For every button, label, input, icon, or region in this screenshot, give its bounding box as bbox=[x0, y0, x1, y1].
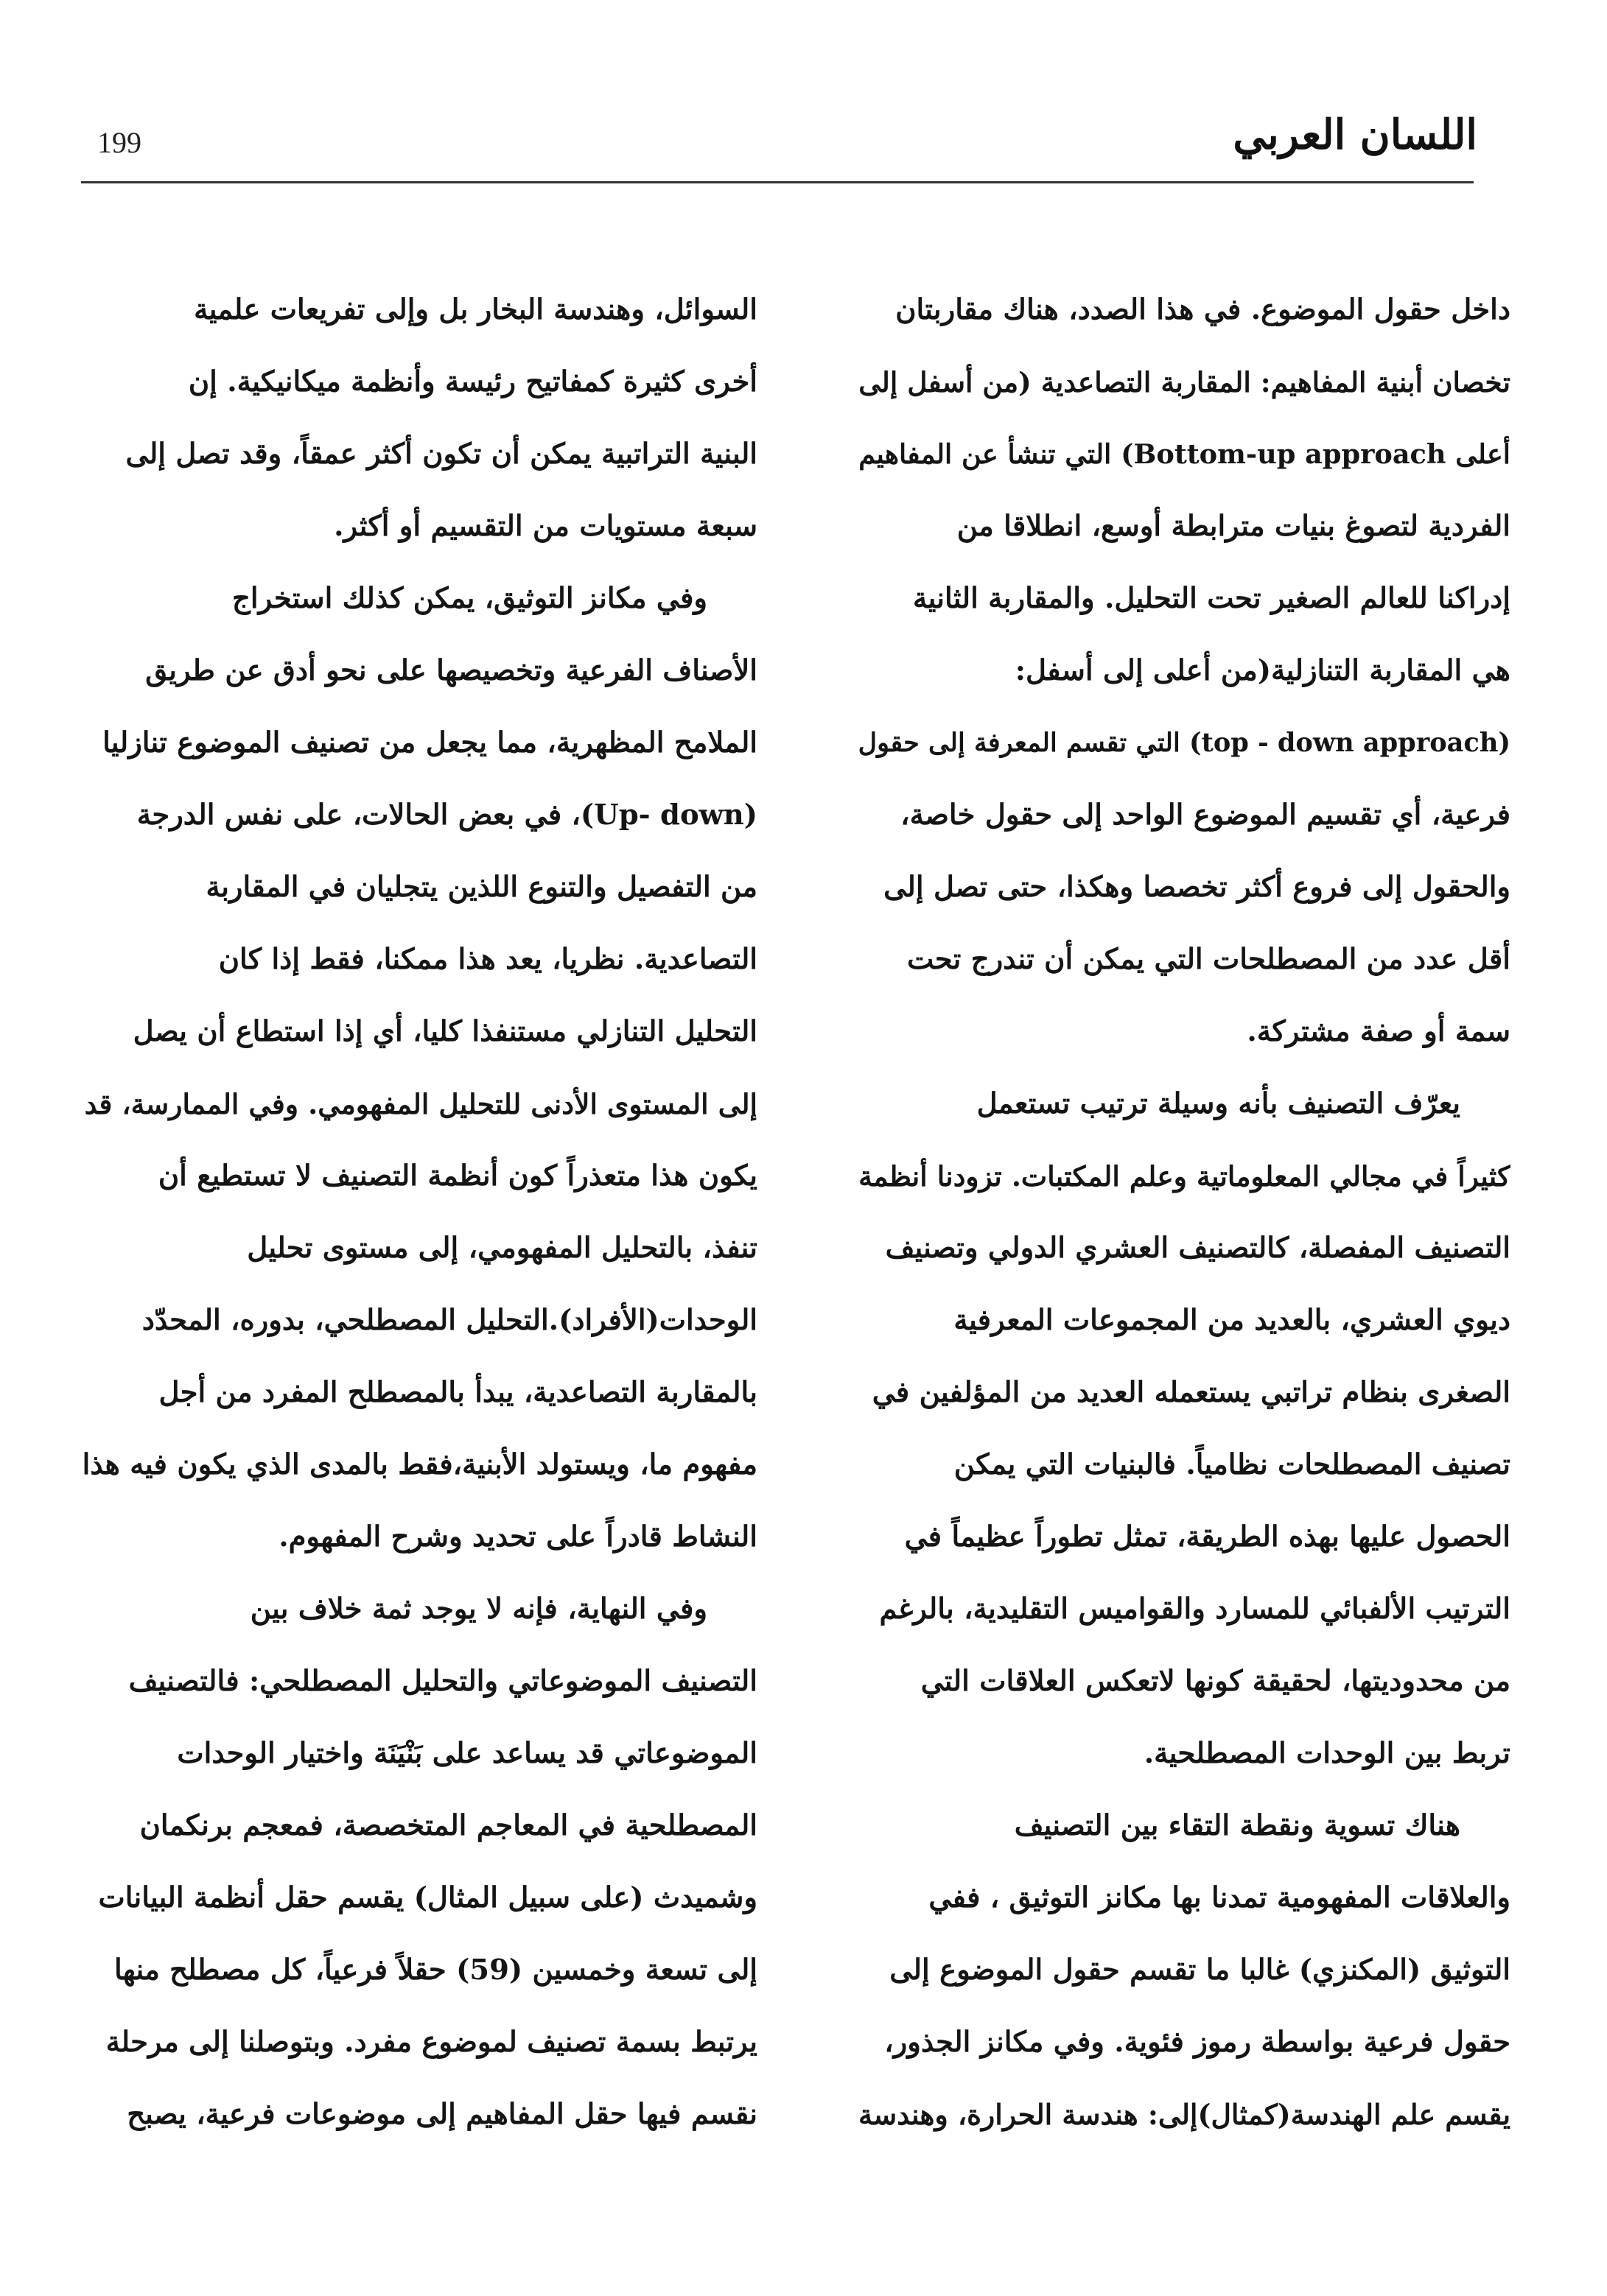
text-line-content: يكون هذا متعذراً كون أنظمة التصنيف لا تستطيع أن bbox=[158, 1159, 757, 1193]
text-line bbox=[81, 1646, 757, 1718]
text-line-content: السوائل، وهندسة البخار بل وإلى تفريعات علمية bbox=[194, 293, 757, 326]
text-line bbox=[855, 1790, 1510, 1862]
text-line-content: مفهوم ما، ويستولد الأبنية،فقط بالمدى الذي يكون فيه هذا bbox=[82, 1448, 757, 1481]
text-line-content: يعرّف التصنيف بأنه وسيلة ترتيب تستعمل bbox=[976, 1087, 1460, 1120]
text-line bbox=[81, 1212, 757, 1285]
text-line-content: الوحدات(الأفراد).التحليل المصطلحي، بدوره، المحدّد bbox=[141, 1304, 757, 1337]
text-line-content: سمة أو صفة مشتركة. bbox=[1247, 1015, 1510, 1048]
text-line bbox=[855, 852, 1510, 924]
text-line bbox=[855, 1285, 1510, 1357]
text-column-right bbox=[855, 274, 1510, 2151]
text-line bbox=[81, 418, 757, 491]
text-line-content: التصاعدية. نظريا، يعد هذا ممكنا، فقط إذا كان bbox=[218, 943, 757, 976]
text-line-content: داخل حقول الموضوع. في هذا الصدد، هناك مقاربتان bbox=[895, 293, 1510, 326]
text-line-content: (top - down approach) التي تقسم المعرفة إلى حقول bbox=[858, 728, 1510, 758]
text-line-content: يقسم علم الهندسة(كمثال)إلى: هندسة الحرارة، وهندسة bbox=[858, 2098, 1510, 2131]
text-line-content: تخصان أبنية المفاهيم: المقاربة التصاعدية (من أسفل إلى bbox=[858, 366, 1510, 399]
text-line-content: تربط بين الوحدات المصطلحية. bbox=[1144, 1737, 1510, 1770]
text-line-content: التوثيق (المكنزي) غالبا ما تقسم حقول الموضوع إلى bbox=[889, 1953, 1510, 1987]
text-line-content: أعلى Bottom-up approach) التي تنشأ عن المفاهيم bbox=[858, 438, 1510, 470]
text-line bbox=[855, 491, 1510, 563]
text-line bbox=[855, 418, 1510, 491]
text-line bbox=[81, 1862, 757, 1934]
text-line bbox=[855, 635, 1510, 707]
text-line-content: الترتيب الألفبائي للمسارد والقواميس التقليدية، بالرغم bbox=[879, 1593, 1510, 1626]
text-line bbox=[81, 707, 757, 779]
text-line bbox=[855, 1140, 1510, 1212]
text-line-content: إلى تسعة وخمسين (59) حقلاً فرعياً، كل مصطلح منها bbox=[114, 1953, 757, 1987]
text-line bbox=[855, 1934, 1510, 2007]
text-line bbox=[855, 1862, 1510, 1934]
text-line-content: وفي مكانز التوثيق، يمكن كذلك استخراج bbox=[232, 582, 707, 615]
text-line-content: ديوي العشري، بالعديد من المجموعات المعرفية bbox=[953, 1304, 1510, 1337]
text-line-content: الفردية لتصوغ بنيات مترابطة أوسع، انطلاقا من bbox=[956, 510, 1510, 543]
text-line bbox=[81, 1573, 757, 1646]
text-line-content: بالمقاربة التصاعدية، يبدأ بالمصطلح المفرد من أجل bbox=[158, 1376, 757, 1409]
text-line-content: الموضوعاتي قد يساعد على بَنْيَنَة واختيار الوحدات bbox=[177, 1737, 757, 1770]
text-line bbox=[81, 1068, 757, 1140]
text-line-content: الصغرى بنظام تراتبي يستعمله العديد من المؤلفين في bbox=[872, 1376, 1510, 1409]
text-line-content: الأصناف الفرعية وتخصيصها على نحو أدق عن طريق bbox=[145, 654, 757, 687]
text-line bbox=[81, 1285, 757, 1357]
text-line bbox=[855, 346, 1510, 418]
text-line bbox=[855, 1212, 1510, 1285]
text-line-content: التصنيف المفصلة، كالتصنيف العشري الدولي وتصنيف bbox=[885, 1232, 1510, 1265]
text-line bbox=[855, 1718, 1510, 1790]
text-line bbox=[855, 563, 1510, 635]
text-line bbox=[81, 635, 757, 707]
text-line bbox=[81, 1501, 757, 1573]
text-line bbox=[855, 707, 1510, 779]
text-line-content: المصطلحية في المعاجم المتخصصة، فمعجم برنكمان bbox=[139, 1809, 757, 1842]
text-line bbox=[855, 1646, 1510, 1718]
text-line bbox=[855, 1068, 1510, 1140]
text-line bbox=[855, 2007, 1510, 2079]
text-line-content: فرعية، أي تقسيم الموضوع الواحد إلى حقول خاصة، bbox=[900, 798, 1510, 832]
text-line-content: أقل عدد من المصطلحات التي يمكن أن تندرج تحت bbox=[907, 943, 1510, 976]
text-line bbox=[855, 2079, 1510, 2151]
text-line-content: من محدوديتها، لحقيقة كونها لاتعكس العلاقات التي bbox=[920, 1665, 1510, 1698]
text-line bbox=[81, 563, 757, 635]
text-line-content: من التفصيل والتنوع اللذين يتجليان في المقاربة bbox=[206, 871, 757, 904]
text-line bbox=[81, 274, 757, 346]
text-line bbox=[81, 996, 757, 1068]
text-line bbox=[855, 924, 1510, 996]
text-line-content: إلى المستوى الأدنى للتحليل المفهومي. وفي الممارسة، قد bbox=[84, 1088, 757, 1120]
text-line-content: يرتبط بسمة تصنيف لموضوع مفرد. وبتوصلنا إلى مرحلة bbox=[105, 2026, 757, 2059]
text-line bbox=[81, 1934, 757, 2007]
text-line-content: وشميدث (على سبيل المثال) يقسم حقل أنظمة البيانات bbox=[98, 1881, 757, 1914]
text-line bbox=[81, 2007, 757, 2079]
text-line-content: البنية التراتبية يمكن أن تكون أكثر عمقاً، وقد تصل إلى bbox=[125, 438, 757, 471]
text-line-content: التحليل التنازلي مستنفذا كليا، أي إذا استطاع أن يصل bbox=[133, 1015, 757, 1048]
text-line bbox=[81, 924, 757, 996]
text-line-content: تنفذ، بالتحليل المفهومي، إلى مستوى تحليل bbox=[247, 1232, 757, 1265]
text-line bbox=[855, 996, 1510, 1068]
text-line-content: سبعة مستويات من التقسيم أو أكثر. bbox=[334, 510, 757, 543]
text-line-content: والعلاقات المفهومية تمدنا بها مكانز التوثيق ، ففي bbox=[928, 1881, 1510, 1914]
text-line bbox=[81, 852, 757, 924]
header-rule bbox=[81, 181, 1474, 183]
text-line bbox=[81, 1718, 757, 1790]
text-line-content: الحصول عليها بهذه الطريقة، تمثل تطوراً عظيماً في bbox=[904, 1520, 1510, 1554]
text-line-content: نقسم فيها حقل المفاهيم إلى موضوعات فرعية، يصبح bbox=[127, 2098, 757, 2131]
text-line-content: تصنيف المصطلحات نظامياً. فالبنيات التي يمكن bbox=[953, 1448, 1510, 1481]
text-line bbox=[81, 1429, 757, 1501]
journal-title-logo: اللسان العربي bbox=[1233, 110, 1477, 159]
text-line bbox=[81, 1790, 757, 1862]
text-line-content: وفي النهاية، فإنه لا يوجد ثمة خلاف بين bbox=[250, 1593, 707, 1626]
text-line bbox=[81, 1140, 757, 1212]
text-line-content: الملامح المظهرية، مما يجعل من تصنيف الموضوع تنازليا bbox=[102, 726, 757, 759]
text-line bbox=[855, 274, 1510, 346]
text-line-content: هناك تسوية ونقطة التقاء بين التصنيف bbox=[1014, 1809, 1460, 1842]
text-line-content: والحقول إلى فروع أكثر تخصصا وهكذا، حتى تصل إلى bbox=[883, 871, 1510, 904]
text-column-left bbox=[81, 274, 757, 2151]
text-line-content: إدراكنا للعالم الصغير تحت التحليل. والمقاربة الثانية bbox=[913, 582, 1510, 615]
text-line bbox=[81, 491, 757, 563]
text-line bbox=[81, 779, 757, 852]
text-line bbox=[81, 346, 757, 418]
text-line-content: التصنيف الموضوعاتي والتحليل المصطلحي: فالتصنيف bbox=[128, 1665, 757, 1698]
text-line-content: أخرى كثيرة كمفاتيح رئيسة وأنظمة ميكانيكية. إن bbox=[188, 365, 757, 399]
text-line bbox=[855, 1573, 1510, 1646]
page-number: 199 bbox=[97, 126, 141, 159]
text-line bbox=[855, 779, 1510, 852]
text-line-content: حقول فرعية بواسطة رموز فئوية. وفي مكانز الجذور، bbox=[884, 2026, 1510, 2059]
text-line-content: (Up- down)، في بعض الحالات، على نفس الدرجة bbox=[136, 798, 757, 832]
text-line bbox=[855, 1429, 1510, 1501]
text-line bbox=[81, 2079, 757, 2151]
text-line bbox=[855, 1357, 1510, 1429]
text-line-content: النشاط قادراً على تحديد وشرح المفهوم. bbox=[279, 1520, 757, 1554]
text-line-content: هي المقاربة التنازلية(من أعلى إلى أسفل: bbox=[1015, 654, 1510, 687]
text-line-content: كثيراً في مجالي المعلوماتية وعلم المكتبات. تزودنا أنظمة bbox=[858, 1160, 1510, 1193]
text-line bbox=[81, 1357, 757, 1429]
text-line bbox=[855, 1501, 1510, 1573]
